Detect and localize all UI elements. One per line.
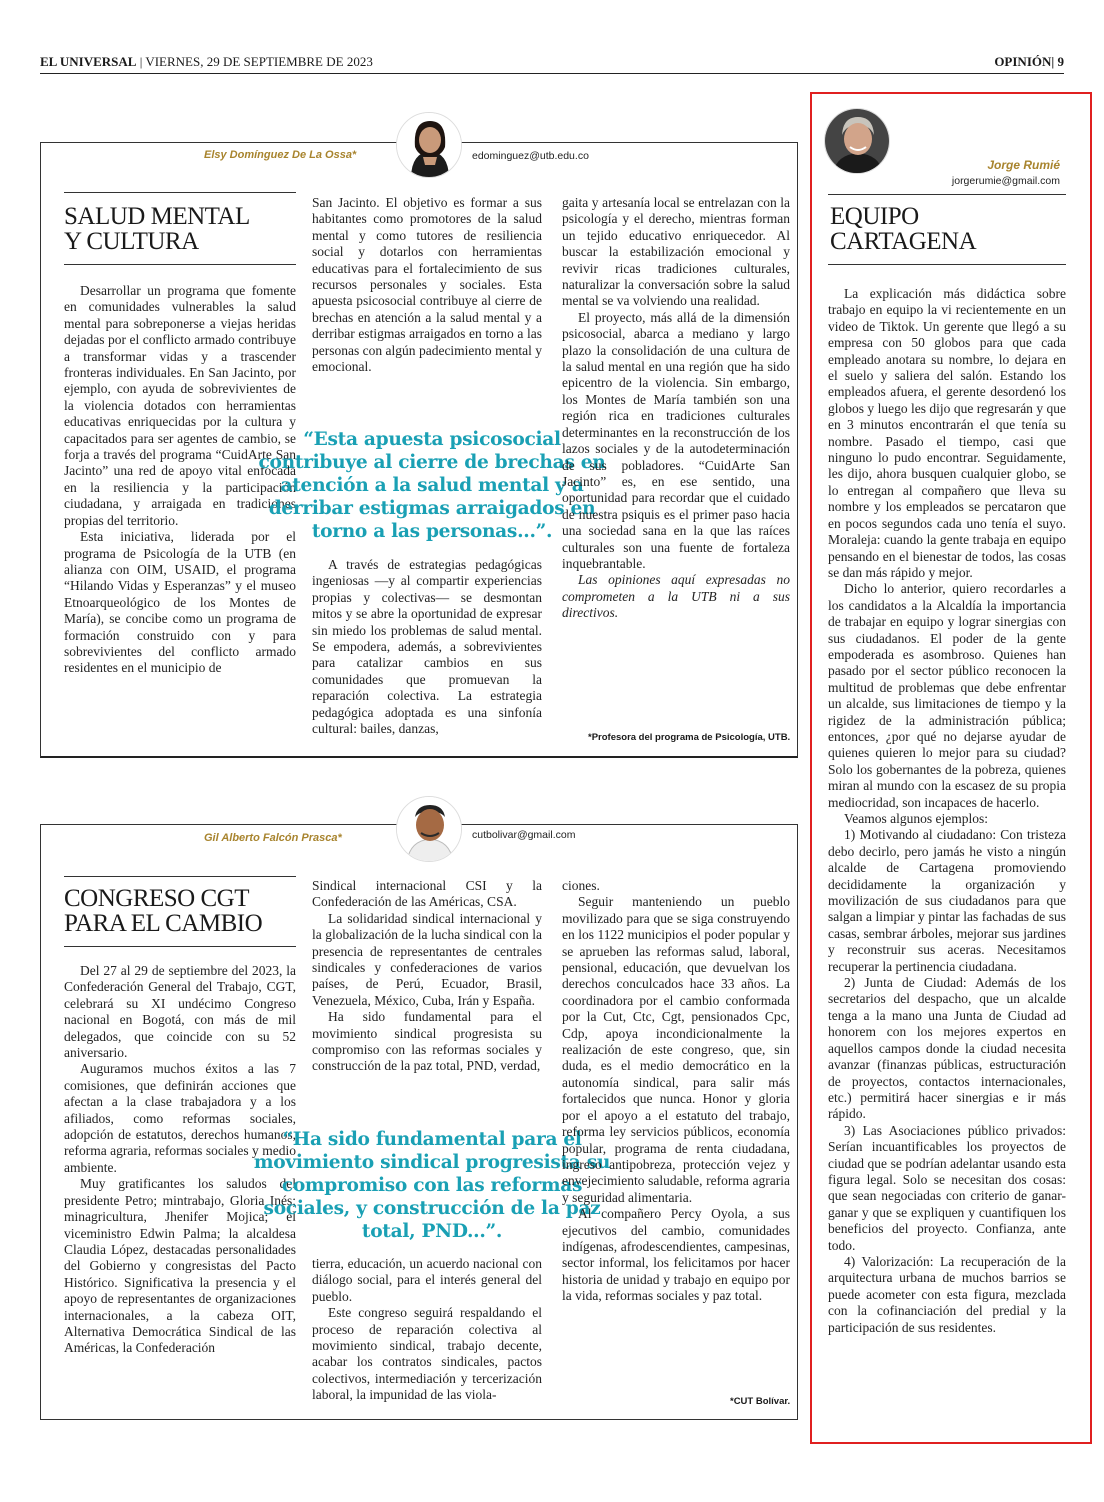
headline-rule bbox=[64, 946, 296, 947]
headline-rule bbox=[828, 264, 1066, 265]
article1-column-2a bbox=[312, 195, 542, 375]
masthead-right: OPINIÓN| 9 bbox=[994, 54, 1064, 69]
paragraph: ciones. bbox=[562, 878, 600, 893]
paragraph: tierra, educación, un acuerdo nacional con diálogo social, para el interés general del pueblo. bbox=[312, 1256, 542, 1304]
author-name: Jorge Rumié bbox=[987, 158, 1060, 172]
pull-quote: “Ha sido fundamental para el movimiento sindical progresista su compromiso con las reformas sociales, y construcción de la paz total, PND...”. bbox=[253, 1129, 611, 1242]
paragraph: gaita y artesanía local se entrelazan con la psicología y el derecho, mientras forman un tejido educativo enriquecedor. Al buscar la estabilización emocional y revivir ricas tradiciones culturales, naturalizar la conversación sobre la salud mental se va volviendo una realidad. bbox=[562, 195, 790, 309]
author-footnote: *CUT Bolívar. bbox=[730, 1396, 791, 1407]
author-email: jorgerumie@gmail.com bbox=[951, 175, 1060, 187]
article2-column-3 bbox=[562, 878, 790, 1305]
paragraph: El proyecto, más allá de la dimensión psicosocial, abarca a mediano y largo plazo la consolidación de una cultura de la salud mental en una región que ha sido epicentro de la violencia. Sin embargo, los Montes de María también son una región rica en tradiciones culturales determinantes en la reconstrucción de los lazos sociales y de la autodeterminación de sus pobladores. “CuidArte San Jacinto” es, en ese sentido, una oportunidad para recordar que el cuidado de nuestra psiquis es el primer paso hacia una sociedad sana en la que las raíces culturales son una fuente de fortaleza inquebrantable. bbox=[562, 309, 790, 571]
headline-rule bbox=[828, 194, 1066, 195]
article1-column-3 bbox=[562, 195, 790, 622]
paragraph: Desarrollar un programa que fomente en comunidades vulnerables la salud mental para sobreponerse a viejas heridas dejadas por el conflicto armado contribuye a transformar vidas y a trascender fronteras individuales. En San Jacinto, por ejemplo, con ayuda de sobrevivientes de la violencia dotados con herramientas educativas enriquecidas por la cultura y capacitados para ser agentes de cambio, se forja a través del programa “CuidArte San Jacinto” una red de apoyo vital enfocada en la resiliencia y la participación ciudadana, y arraigada en tradiciones propias del territorio. bbox=[64, 283, 296, 528]
headline-line: Y CULTURA bbox=[64, 228, 199, 255]
page-number: 9 bbox=[1057, 54, 1064, 69]
article2-column-2a bbox=[312, 878, 542, 1075]
woman-portrait-icon bbox=[397, 113, 462, 178]
paragraph: La solidaridad sindical internacional y la globalización de la lucha sindical con la presencia de representantes de centrales sindicales y confederaciones de varios países, de Perú, Ecuador, Brasil, Venezuela, México, Cuba, Irán y España. bbox=[312, 910, 542, 1008]
paragraph: Ha sido fundamental para el movimiento sindical progresista su compromiso con las reformas sociales y construcción de la paz total, PND, verdad, bbox=[312, 1009, 542, 1074]
author-name: Elsy Domínguez De La Ossa* bbox=[204, 149, 357, 161]
headline-line: PARA EL CAMBIO bbox=[64, 910, 263, 937]
paragraph: 2) Junta de Ciudad: Además de los secretarios del despacho, que un alcalde tenga a la mano una Junta de Ciudad ad honorem con los mejores expertos en aquellos campos donde la ciudad necesita avanzar (finanzas públicas, estructuración de proyectos, contactos internacionales, etc.) permitirá hacer sinergias e ir más rápido. bbox=[828, 975, 1066, 1122]
paragraph: A través de estrategias pedagógicas ingeniosas —y al compartir experiencias propias y colectivas— se desmontan mitos y se abre la oportunidad de expresar sin miedo los problemas de salud mental. Se empodera, además, a sobrevivientes para catalizar cambios en sus comunidades que promuevan la reparación colectiva. La estrategia pedagógica adoptada es una sinfonía cultural: bailes, danzas, bbox=[312, 557, 542, 737]
article1-column-2b bbox=[312, 557, 542, 737]
headline-rule bbox=[64, 876, 296, 877]
article3-column bbox=[828, 286, 1066, 1336]
author-photo-jorge bbox=[824, 108, 890, 174]
paragraph: San Jacinto. El objetivo es formar a sus habitantes como promotores de la salud mental y como tutores de resiliencia social y dotarlos con herramientas educativas para el fortalecimiento de sus recursos personales y sociales. Esta apuesta psicosocial contribuye al cierre de brechas en atención a la salud mental y a derribar estigmas arraigados en torno a las personas con algún padecimiento mental y emocional. bbox=[312, 195, 542, 375]
paragraph: 1) Motivando al ciudadano: Con tristeza debo decirlo, pero jamás he visto a ningún alcalde de Cartagena promoviendo decididamente la organización y movilización de sus ciudadanos para que salgan a limpiar y pintar las fachadas de sus casas, sembrar árboles, mejorar sus jardines y reconstruir sus aceras. Necesitamos recuperar la pertinencia ciudadana. bbox=[828, 827, 1066, 974]
paragraph: 4) Valorización: La recuperación de la arquitectura urbana de muchos barrios se puede acometer con esta figura, mezclada con la cofinanciación del predial y la participación de sus residentes. bbox=[828, 1253, 1066, 1335]
author-photo-gil bbox=[396, 796, 462, 862]
masthead bbox=[40, 52, 1064, 74]
man-portrait-icon bbox=[397, 797, 462, 862]
headline bbox=[64, 204, 296, 254]
man-portrait-icon bbox=[825, 109, 890, 174]
headline-line: CONGRESO CGT bbox=[64, 885, 249, 912]
headline bbox=[830, 204, 1068, 254]
author-photo-elsy bbox=[396, 112, 462, 178]
paragraph: Al compañero Percy Oyola, a sus ejecutivos del cambio, comunidades indígenas, afrodescendientes, campesinas, sector informal, los felicitamos por hacer historia de unidad y trabajo en equipo por la vida, reformas sociales y paz total. bbox=[562, 1206, 790, 1304]
section-name: OPINIÓN bbox=[994, 54, 1052, 69]
author-footnote: *Profesora del programa de Psicología, UTB. bbox=[588, 732, 791, 743]
author-name: Gil Alberto Falcón Prasca* bbox=[204, 832, 342, 844]
paragraph: Del 27 al 29 de septiembre del 2023, la Confederación General del Trabajo, CGT, celebrará su XI undécimo Congreso nacional en Bogotá, con más de mil delegados, que coincide con su 52 aniversario. bbox=[64, 963, 296, 1061]
article2-column-2b bbox=[312, 1256, 542, 1404]
issue-date: VIERNES, 29 DE SEPTIEMBRE DE 2023 bbox=[145, 54, 373, 69]
headline-rule bbox=[64, 192, 296, 193]
author-email: cutbolivar@gmail.com bbox=[472, 829, 576, 841]
author-email: edominguez@utb.edu.co bbox=[472, 150, 589, 162]
headline-line: SALUD MENTAL bbox=[64, 203, 250, 230]
pull-quote: “Esta apuesta psicosocial contribuye al cierre de brechas en atención a la salud mental y a derribar estigmas arraigados en torno a las personas...”. bbox=[258, 429, 606, 542]
headline-line: CARTAGENA bbox=[830, 228, 977, 255]
paragraph: 3) Las Asociaciones público privados: Serían incuantificables los proyectos de ciudad que se podrían adelantar usando esta figura legal. Solo se necesitan dos cosas: que sean negociadas con criterio de ganar-ganar y que se expliquen y cuantifiquen los beneficios del proyecto. Confianza, ante todo. bbox=[828, 1122, 1066, 1253]
paragraph: Auguramos muchos éxitos a las 7 comisiones, que definirán acciones que afectan a la clase trabajadora y a los afiliados, como reformas sociales, adopción de estatutos, derechos humanos, reforma agraria, reformas sociales y medio ambiente. bbox=[64, 1061, 296, 1175]
masthead-left: EL UNIVERSAL | VIERNES, 29 DE SEPTIEMBRE DE 2023 bbox=[40, 54, 373, 69]
headline-line: EQUIPO bbox=[830, 203, 919, 230]
paragraph: Este congreso seguirá respaldando el proceso de reparación colectiva al movimiento sindical, trabajo decente, acabar los contratos sindicales, pactos colectivos, intermediación y tercerización laboral, la impunidad de las viola- bbox=[312, 1305, 542, 1403]
paragraph: Sindical internacional CSI y la Confederación de las Américas, CSA. bbox=[312, 878, 542, 910]
paragraph: La explicación más didáctica sobre trabajo en equipo la vi recientemente en un video de Tiktok. Un gerente que llegó a su empresa con 50 globos para que cada empleado anotara su nombre, lo dejara en el suelo y saliera del salón. Estando los empleados afuera, el gerente desordenó los globos y luego les dijo que regresarán y que en 3 minutos encontrarán el que tenía su nombre. Pasado el tiempo, casi que ninguno lo pudo encontrar. Seguidamente, les dijo, ahora busquen cualquier globo, se lo entregan al compañero que lleva su nombre y los empleados se percataron que en pocos segundos cada uno tenía el suyo. Moraleja: cuando la gente trabaja en equipo pensando en el bienestar de todos, las cosas se dan más rápido y mejor. bbox=[828, 286, 1066, 580]
paragraph: Veamos algunos ejemplos: bbox=[844, 811, 988, 826]
headline-rule bbox=[64, 264, 296, 265]
headline bbox=[64, 886, 296, 936]
paragraph: Muy gratificantes los saludos del presidente Petro; mintrabajo, Gloria Inés; minagricultura, Jhenifer Mojica; el viceministro Edwin Palma; la alcaldesa Claudia López, destacadas personalidades del Gobierno y congresistas del Pacto Histórico. Significativa la presencia y el apoyo de representantes de organizaciones internacionales, a la cabeza OIT, Alternativa Democrática Sindical de las Américas, la Confederación bbox=[64, 1176, 296, 1356]
disclaimer: Las opiniones aquí expresadas no comprometen a la UTB ni a sus directivos. bbox=[562, 572, 790, 621]
paragraph: Dicho lo anterior, quiero recordarles a los candidatos a la Alcaldía la importancia de trabajar en equipo y lograr sinergias con sus ciudadanos. El poder de la gente empoderada es asombroso. Quienes han pasado por el sector público reconocen la multitud de problemas que debe enfrentar un alcalde, sus limitaciones de tiempo y la rigidez de la administración pública; entonces, ¿por qué no dejarse ayudar de quienes quieren lo mejor para su ciudad? Solo los gobernantes de la pobreza, quienes miran al mundo con la escasez de su propia mediocridad, son incapaces de hacerlo. bbox=[828, 581, 1066, 810]
paragraph: Esta iniciativa, liderada por el programa de Psicología de la UTB (en alianza con OIM, USAID, el programa “Hilando Vidas y Esperanzas” y el museo Etnoarqueológico de los Montes de María), se concibe como un programa de formación construido con y para sobrevivientes del conflicto armado residentes en el municipio de bbox=[64, 529, 296, 676]
paper-name: EL UNIVERSAL bbox=[40, 54, 137, 69]
paragraph: Seguir manteniendo un pueblo movilizado para que se siga construyendo en los 1122 municipios el poder popular y se aprueben las reformas salud, laboral, pensional, educación, que devuelvan los derechos conculcados hace 33 años. La coordinadora por el cambio conformada por la Cut, Ctc, Cgt, pensionados Cpc, Cdp, apoya incondicionalmente la realización de este congreso, que, sin duda, es el medio democrático en la autonomía sindical, para salir más fortalecidos que nunca. Honor y gloria por el apoyo a el estatuto del trabajo, reforma ley servicios públicos, economía popular, programa de renta ciudadana, ingreso antipobreza, protección vejez y envejecimiento saludable, reforma agraria y seguridad alimentaria. bbox=[562, 894, 790, 1205]
